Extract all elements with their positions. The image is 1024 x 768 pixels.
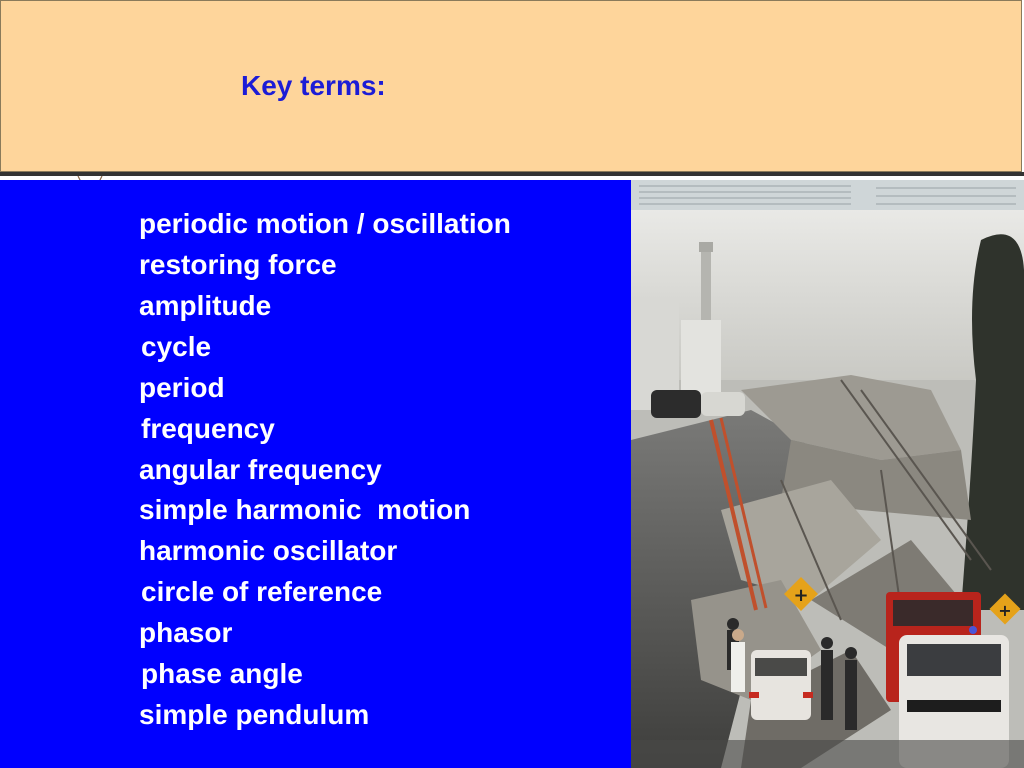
term-item: cycle — [141, 331, 212, 362]
collapsed-highway-photo — [631, 180, 1024, 768]
term-item: restoring force — [139, 249, 337, 280]
term-item: harmonic oscillator — [139, 535, 398, 566]
terms-panel — [0, 180, 631, 768]
header-banner — [0, 0, 1022, 172]
header-divider — [0, 172, 1024, 176]
term-item: phasor — [139, 617, 233, 648]
term-item: phase angle — [141, 658, 303, 689]
page-title: Key terms: — [241, 70, 386, 101]
term-item: simple pendulum — [139, 699, 370, 730]
term-item: angular frequency — [139, 454, 382, 485]
collapsed-highway-icon — [631, 180, 1024, 768]
svg-text:+: + — [793, 585, 809, 606]
term-item: period — [139, 372, 225, 403]
term-item: simple harmonic motion — [139, 494, 471, 525]
term-item: amplitude — [139, 290, 272, 321]
term-item: circle of reference — [141, 576, 383, 607]
term-item: periodic motion / oscillation — [139, 208, 511, 239]
term-item: frequency — [141, 413, 275, 444]
svg-text:+: + — [998, 601, 1012, 620]
